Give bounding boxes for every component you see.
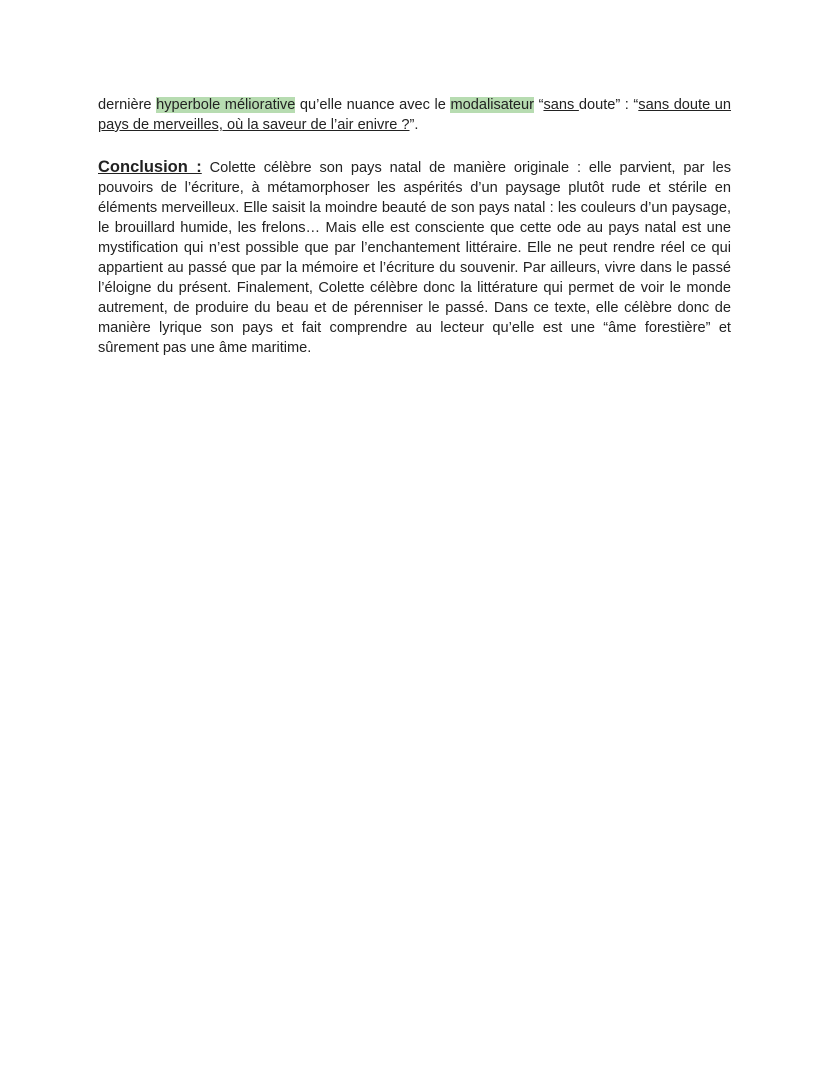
underlined-segment: sans [543,97,579,113]
paragraph-continuation [98,95,731,135]
highlight-hyperbole: hyperbole méliorative [156,97,296,113]
document-page [98,95,731,358]
underlined-quote: sans doute un pays de merveilles, où la saveur de l’air enivre ? [98,97,732,133]
text-segment: qu’elle nuance avec le [295,97,451,113]
text-segment: doute” : “ [578,97,639,113]
text-segment: “ [534,97,544,113]
conclusion-title: Conclusion : [98,158,202,176]
highlight-modalisateur: modalisateur [450,97,535,113]
conclusion-paragraph [98,157,731,358]
conclusion-text: Colette célèbre son pays natal de manière originale : elle parvient, par les pouvoirs de l’écriture, à métamorphoser les aspérités d’un paysage plutôt rude et stérile en éléments merveilleux. Elle saisit la moindre beauté de son pays natal : les couleurs d’un paysage, le brouillard humide, les frelons… Mais elle est consciente que cette ode au pays natal est une mystification qui n’est possible que par l’enchantement littéraire. Elle ne peut rendre réel ce qui appartient au passé que par la mémoire et l’écriture du souvenir. Par ailleurs, vivre dans le passé l’éloigne du présent. Finalement, Colette célèbre donc la littérature qui permet de voir le monde autrement, de produire du beau et de pérenniser le passé. Dans ce texte, elle célèbre donc de manière lyrique son pays et fait comprendre au lecteur qu’elle est une “âme forestière” et sûrement pas une âme maritime. [98,160,731,356]
paragraph-gap [98,135,731,157]
text-segment: dernière [98,97,157,113]
text-segment: ”. [409,117,419,133]
